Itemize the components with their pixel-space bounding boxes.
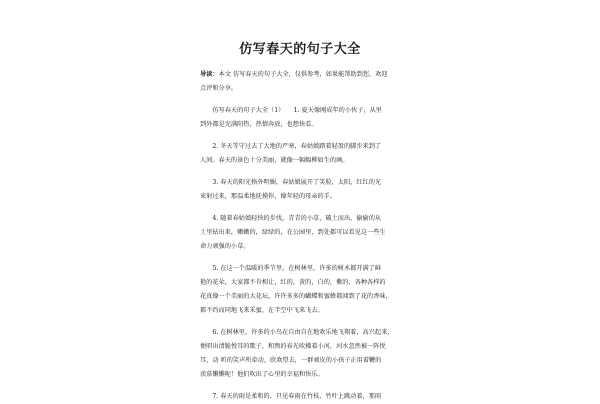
paragraph-line: 到外都是充满阳热，热情奔放，也想快看。: [200, 121, 318, 128]
intro-text: 本文 仿写春天的句子大全，仅供参考，如果能帮助到您，欢迎: [218, 71, 388, 78]
paragraph-line: 艳的花朵，大家都不肯相让，红的，黄的，白的，紫的，各种各样的: [200, 279, 386, 286]
document-body: [200, 68, 405, 404]
paragraph-line: 人间。春天的景色十分美丽，就像一幅幅柳如生的画。: [200, 157, 349, 164]
paragraph-line: 6. 在树林里，许多的小鸟在自由自在地欢乐地飞翔着，高兴起来，: [200, 329, 394, 336]
paragraph-line: 7. 春天的雨是柔和的，只见春雨在竹枝、竹叶上跳动着，那雨: [200, 393, 382, 400]
intro-label: 导读：: [200, 71, 219, 78]
paragraph-line: 羡慕懒懒呢！他们吹出了心里的幸福和快乐。: [200, 371, 324, 378]
paragraph-line: 都不约而同地飞来采蜜，在半空中飞来飞去。: [200, 307, 324, 314]
paragraph-line: 3. 春天的阳光格外明媚，春姑娘展开了笑脸，太阳，红红的光: [200, 179, 382, 186]
intro-line: [200, 68, 405, 82]
paragraph-line: 仿写春天的句子大全（1） 1. 夏天像刚成年的小伙子，从里: [200, 107, 382, 114]
intro-line: 点评和分享。: [200, 85, 238, 92]
paragraph-line: 束射过来，那温柔地抚摸你，像年轻的母亲的手。: [200, 193, 337, 200]
paragraph-line: 花真像一个美丽的大花坛，许许多多的蝴蝶和蜜蜂都闻到了花的香味，: [200, 293, 392, 300]
paragraph-line: 5. 在这一个温暖的季节里，在树林里，许多的树木都开满了鲜: [200, 265, 382, 272]
paragraph-line: 便唱出清脆悦耳的歌子，和煦的春光吹拂着小河，河水忽然被一阵悦: [200, 343, 386, 350]
document-title: 仿写春天的句子大全: [239, 42, 361, 57]
paragraph-line: 4. 随着春姑娘轻快的步伐，青青的小草，破土而出，偷偷的从: [200, 215, 382, 222]
paragraph-line: 命力顽强的小草。: [200, 243, 250, 250]
paragraph-line: 土里钻出来，嫩嫩的，绿绿的，在公园里，到处都可以看见这一些生: [200, 229, 386, 236]
paragraph-line: 耳，动 听的笑声所牵动，欣欢望去，一群顽皮的小孩子正用着鞭的: [200, 357, 382, 364]
paragraph-line: 2. 冬天等守过去了大地的严寒，春姑娘踏着轻盈的脚步来到了: [200, 143, 382, 150]
